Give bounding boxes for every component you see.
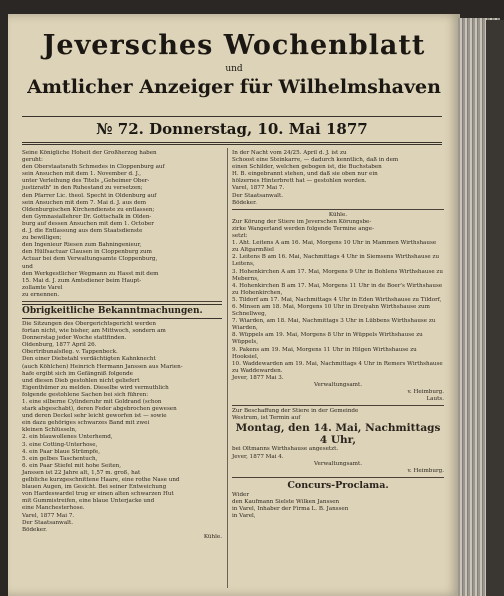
royal-appointments bbox=[22, 150, 222, 299]
right-kuehle: Kühle. bbox=[328, 211, 348, 218]
notice.lines-line: von Hardeswardel trug er einen alten schwarzen Hut bbox=[22, 491, 174, 498]
separator bbox=[22, 301, 222, 302]
right_top-line: Varel, 1877 Mai 7. bbox=[232, 185, 285, 192]
notice.lines-line: 1. eine silberne Cylinderuhr mit Goldrand (schon bbox=[22, 399, 162, 405]
masthead-rule-bottom-2 bbox=[22, 144, 442, 145]
notice.lines-line: kleinen Schlüsseln, bbox=[22, 427, 77, 434]
notice.lines-line: mit Gummistreifen, eine blaue Unterjacke und bbox=[22, 498, 155, 505]
koerung-place bbox=[232, 446, 444, 460]
concurs.lines-line: den Kaufmann Sielste Wilken Janssen bbox=[232, 498, 340, 505]
auction-clerk: Lauts. bbox=[426, 396, 444, 403]
separator bbox=[232, 209, 444, 210]
left-line: zollamte Varel bbox=[22, 284, 63, 291]
masthead-title: Jeversches Wochenblatt bbox=[42, 30, 426, 61]
left-line: justizrath" in den Ruhestand zu versetzen; bbox=[22, 185, 143, 192]
notice.lines-line: blauen Augen, im Gesicht. Bei seiner Entweichung bbox=[22, 484, 167, 491]
concurs.lines-line: in Varel, bbox=[232, 513, 256, 520]
notice.lines-line: 3. eine Cotting-Unterhose, bbox=[22, 441, 98, 448]
auction-office: Verwaltungsamt. bbox=[314, 382, 362, 388]
auction.intro-line: setzt: bbox=[232, 233, 248, 240]
notice.lines-line: Donnerstag jeder Woche stattfinden. bbox=[22, 335, 127, 342]
separator bbox=[232, 405, 444, 406]
koerung-official: v. Heimburg. bbox=[407, 467, 444, 474]
auction.items-line: 6. Minsen am 18. Mai, Morgens 10 Uhr in Dreiyahn Wirthshause zum Schnellweg, bbox=[232, 303, 430, 318]
book-binding bbox=[486, 20, 504, 596]
notice.lines-line: Oldenburg, 1877 April 26. bbox=[22, 342, 97, 349]
masthead-subtitle: Amtlicher Anzeiger für Wilhelmshaven bbox=[27, 76, 441, 98]
left-line: sein Ansuchen mit dem 7. Mai d. J. aus dem bbox=[22, 199, 147, 206]
koerung-date: Montag, den 14. Mai, Nachmittags bbox=[235, 422, 441, 435]
notice-heading: Obrigkeitliche Bekanntmachungen. bbox=[22, 304, 222, 319]
separator bbox=[232, 477, 444, 478]
left-line: den Pfarrer Lic. theol. Specht in Oldenburg auf bbox=[22, 192, 157, 199]
concurs.lines-line: in Varel, Inhaber der Firma L. B. Janssen bbox=[232, 506, 349, 513]
left-line: sein Ansuchen mit dem 1. November d. J., bbox=[22, 171, 141, 178]
notice.lines-line: Eigenthümer zu melden. Dieselbe wird vermuthlich bbox=[22, 384, 169, 391]
notice.lines-line: folgende gestohlene Sachen bei sich führen: bbox=[22, 391, 149, 398]
left-line: 15. Mai d. J. zum Amtsdiener beim Haupt- bbox=[22, 277, 142, 284]
notice.lines-line: gelbliche kurzgeschnittene Haare, eine rothe Nase und bbox=[22, 477, 180, 484]
theft-notice bbox=[232, 150, 444, 207]
koerung-office: Verwaltungsamt. bbox=[314, 460, 362, 467]
notice.lines-line: und deren Deckel sehr leicht geworfen ist — sowie bbox=[22, 413, 167, 420]
notice.lines-line: Bödeker. bbox=[22, 526, 47, 533]
auction.intro-line: Zur Körung der Stiere im Jeverschen Körungsbe- bbox=[232, 218, 372, 225]
left-line: geruht: bbox=[22, 157, 43, 164]
notice.lines-line: Den einer Diebstahl verdächtigten Kahnknecht bbox=[22, 356, 156, 363]
issue-line: № 72. Donnerstag, 10. Mai 1877 bbox=[96, 120, 368, 138]
notice.lines-line: 4. ein Paar blaue Strümpfe, bbox=[22, 448, 101, 455]
notice.lines-line: (auch Köhlchen) Heinrich Hermann Janssen aus Marien- bbox=[22, 363, 183, 370]
left-line: Seine Königliche Hoheit der Großherzog haben bbox=[22, 150, 157, 156]
notice.lines-line: 6. ein Paar Stiefel mit hohe Seiten, bbox=[22, 462, 122, 469]
right_top-line: Der Staatsanwalt. bbox=[232, 192, 283, 199]
notice.lines-line: stark abgeschabt), deren Feder abgebrochen gewesen bbox=[22, 406, 177, 413]
notice-body bbox=[22, 321, 222, 534]
masthead-rule-bottom bbox=[22, 142, 442, 143]
koerung.intro-line: Zur Beschaffung der Stiere in der Gemeinde bbox=[232, 408, 359, 415]
auction.items-line: 4. Hohenkirchen B am 17. Mai, Morgens 11 Uhr in de Boer's Wirthshause zu Hohenkirchen, bbox=[232, 282, 443, 296]
koerung.intro-line: Westrum, ist Termin auf bbox=[232, 415, 301, 422]
masthead-und: und bbox=[225, 64, 243, 74]
right_top-line: In der Nacht vom 24/25. April d. J. ist zu bbox=[232, 150, 347, 156]
left-line: den Hülfsactuar Clausen in Cloppenburg zum bbox=[22, 249, 152, 256]
auction.items-line: 5. Tildorf am 17. Mai, Nachmittags 4 Uhr in Eden Wirthshause zu Tildorf, bbox=[232, 296, 442, 303]
auction.intro-line: zirke Wangerland werden folgende Termine ange- bbox=[232, 225, 374, 232]
auction.items-line: 2. Leitens B am 16. Mai, Nachmittags 4 Uhr in Siemsens Wirthshause zu Leitens, bbox=[232, 254, 440, 268]
left-line: den Oberstaatsrath Schmedes in Cloppenburg auf bbox=[22, 164, 165, 171]
right_top-line: H. B. eingebrannt stehen, und daß sie oben nur ein bbox=[232, 171, 378, 178]
left-line: unter Verleihung des Titels „Geheimer Ober- bbox=[22, 178, 150, 185]
auction.items-line: 8. Wüppels am 19. Mai, Morgens 8 Uhr in Wüppels Wirthshause zu Wüppels, bbox=[232, 332, 423, 346]
auction-date: Jever, 1877 Mai 3. bbox=[232, 374, 284, 381]
concurs.lines-line: Wider bbox=[232, 491, 250, 498]
right-column bbox=[232, 150, 444, 520]
auction-intro bbox=[232, 219, 444, 240]
concurs-heading: Concurs-Proclama. bbox=[287, 479, 389, 491]
notice.lines-line: Die Sitzungen des Obergerichtsgericht werden bbox=[22, 320, 156, 327]
notice.lines-line: fortan nicht, wie bisher, am Mittwoch, sondern am bbox=[22, 328, 166, 335]
auction-items bbox=[232, 240, 444, 375]
notice.lines-line: eine Manchesterhose. bbox=[22, 505, 85, 512]
left-line: den Gymnasiallehrer Dr. Gottschalk in Olden- bbox=[22, 213, 152, 220]
masthead-rule-top bbox=[22, 116, 442, 117]
left-line: burg auf dessen Ansuchen mit dem 1. October bbox=[22, 220, 154, 227]
left-line: zu ernennen. bbox=[22, 291, 60, 298]
left-line: den Werkgestlicher Wegmann zu Hasst mit dem bbox=[22, 270, 159, 277]
notice.lines-line: hafe ergibt sich im Gefängniß folgende bbox=[22, 370, 133, 377]
notice.lines-line: Varel, 1877 Mai 7. bbox=[22, 512, 75, 519]
notice.lines-line: 5. ein gelbes Taschentuch, bbox=[22, 455, 98, 462]
notice.lines-line: 2. ein blauwollenes Unterhemd, bbox=[22, 434, 113, 441]
auction.items-line: 10. Waddewarden am 19. Mai, Nachmittags 4 Uhr in Remers Wirthshause zu Waddewarden. bbox=[232, 360, 443, 374]
koerung-time: 4 Uhr, bbox=[319, 434, 357, 447]
auction-official: v. Heimburg. bbox=[407, 389, 444, 396]
right_top-line: Bödeker. bbox=[232, 199, 257, 206]
left-column bbox=[22, 150, 222, 541]
koerung.place-line: bei Oltmanns Wirthshause angesetzt. bbox=[232, 446, 339, 453]
left-line: den Ingenieur Riesen zum Bahningenieur, bbox=[22, 242, 142, 249]
right_top-line: hölzernes Hinterbrett hat — gestohlen worden. bbox=[232, 178, 367, 185]
auction.items-line: 3. Hohenkirchen A am 17. Mai, Morgens 9 Uhr in Bohlens Wirthshause zu Meberns, bbox=[232, 268, 443, 282]
left-line: Oldenburgischen Kirchendienste zu entlassen; bbox=[22, 206, 155, 213]
notice.lines-line: Janssen ist 22 Jahre alt, 1,57 m. groß, hat bbox=[22, 469, 141, 476]
notice.lines-line: und diesen Dieb gestohlen nicht geliefert bbox=[22, 377, 140, 384]
left-line: und bbox=[22, 263, 33, 270]
left-line: zu bewilligen; bbox=[22, 235, 62, 242]
right_top-line: einen Schilder, welchen gebogen ist, die Buchstaben bbox=[232, 164, 382, 171]
right_top-line: Schoost eine Steinkarre, — dadurch kenntlich, daß in dem bbox=[232, 157, 399, 164]
auction.items-line: 9. Pakens am 19. Mai, Morgens 11 Uhr in Hilgen Wirthshause zu Hooksiel, bbox=[232, 346, 417, 360]
koerung-intro bbox=[232, 408, 444, 422]
left-line: d. J. die Entlassung aus dem Staatsdienste bbox=[22, 228, 143, 235]
notice.lines-line: Der Staatsanwalt. bbox=[22, 519, 73, 526]
notice.lines-line: ein dazu gehöriges schwarzes Band mit zwei bbox=[22, 420, 150, 427]
notice.lines-line: Obertribunalsfleg. v. Tappenbeck. bbox=[22, 349, 118, 356]
notice-footer: Kühle. bbox=[203, 533, 222, 540]
left-line: Actuar bei dem Verwaltungsamte Cloppenburg, bbox=[22, 256, 158, 263]
column-divider bbox=[227, 148, 228, 588]
auction.items-line: 1. Aht. Leitens A am 16. Mai, Morgens 10 Uhr in Mammen Wirthshause zu Altgarmßiel bbox=[232, 240, 437, 254]
auction.items-line: 7. Wiarden, am 18. Mai, Nachmittags 3 Uhr in Lübbens Wirthshause zu Wiarden, bbox=[232, 318, 436, 332]
koerung.place-line: Jever, 1877 Mai 4. bbox=[232, 453, 284, 460]
concurs-body bbox=[232, 492, 444, 520]
